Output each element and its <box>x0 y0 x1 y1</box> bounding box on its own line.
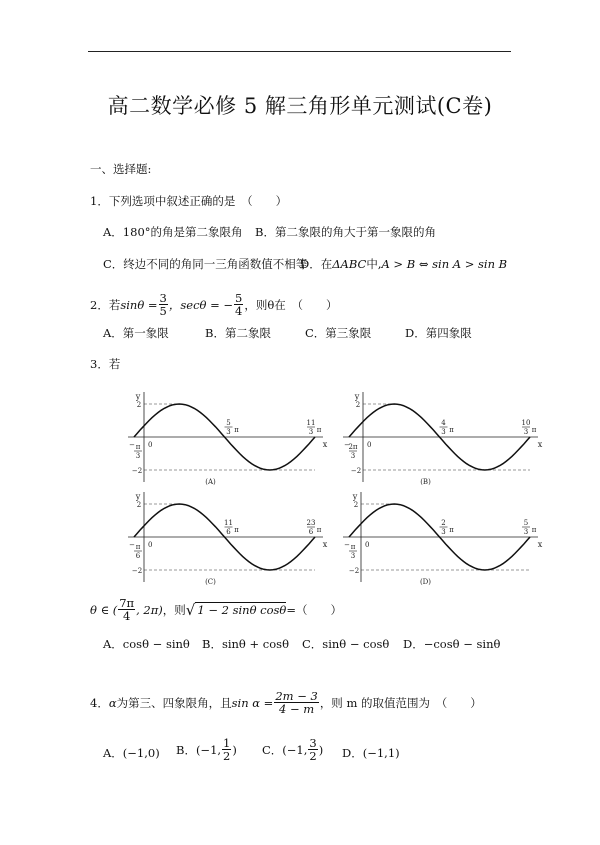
q4-b-num: 1 <box>223 736 231 750</box>
q3-option-c: C．sinθ − cosθ <box>302 637 390 651</box>
q2-sin-fraction <box>159 292 168 317</box>
q2-sec: ，secθ = − <box>168 297 234 312</box>
graph-2-left-sign: − <box>129 541 135 549</box>
graph-1-right-frac-den: 3 <box>523 428 529 436</box>
graph-3-x-label: x <box>537 540 543 549</box>
q4-num: 2m − 3 <box>275 689 318 703</box>
graph-1-ymax: 2 <box>355 401 361 409</box>
q3-option-b: B．sinθ + cosθ <box>202 637 289 651</box>
graph-0-x-label: x <box>322 440 328 449</box>
graph-1-label: (B) <box>420 478 431 486</box>
graph-2-label: (C) <box>205 578 216 586</box>
q4-option-c <box>262 737 323 762</box>
q2-option-d: D．第四象限 <box>405 326 472 340</box>
graph-0-right-frac-den: 3 <box>308 428 314 436</box>
graph-1-right-frac-num: 10 <box>521 419 531 427</box>
sqrt-sign: √ <box>185 600 196 619</box>
graph-2-y-label: y <box>135 492 141 501</box>
q4-prefix: 4． <box>90 695 109 710</box>
graph-2-x-label: x <box>322 540 328 549</box>
graphs-figure <box>128 392 543 592</box>
graph-2-right-pi: π <box>316 526 322 534</box>
q4-option-b <box>176 737 237 762</box>
graph-3-origin: 0 <box>365 541 370 549</box>
q2-tail: ，则θ在 （ ） <box>244 297 338 312</box>
q2-option-b: B．第二象限 <box>205 326 271 340</box>
graph-1-mid-frac-den: 3 <box>441 428 446 436</box>
graph-0-mid-pi: π <box>234 426 239 434</box>
graph-1-x-label: x <box>537 440 543 449</box>
graph-2-origin: 0 <box>148 541 153 549</box>
section-heading: 一、选择题: <box>90 162 152 176</box>
graph-1-origin: 0 <box>367 441 372 449</box>
q4-stem <box>90 690 482 715</box>
graph-2-ymin: −2 <box>131 567 143 575</box>
q3-then: ，则 <box>162 602 186 617</box>
graph-3-mid-frac-num: 2 <box>441 519 446 527</box>
graph-0-label: (A) <box>205 478 216 486</box>
graph-3-right-frac-num: 5 <box>523 519 529 527</box>
graph-0-right-pi: π <box>316 426 322 434</box>
graph-0-right-frac-num: 11 <box>306 419 316 427</box>
graph-0-left-frac-num: π <box>135 443 141 451</box>
q3-cond-fraction <box>118 597 135 622</box>
graph-1-left-frac-den: 3 <box>350 452 356 460</box>
graph-2-ymax: 2 <box>136 501 142 509</box>
q2-sin: sinθ = <box>120 297 158 312</box>
q3-option-d: D．−cosθ − sinθ <box>403 637 501 651</box>
q4-c-den: 2 <box>309 749 317 764</box>
q3-condition <box>90 597 342 622</box>
graph-2-left-frac-num: π <box>135 543 141 551</box>
q1-d-prefix: D．在 <box>300 257 333 271</box>
q1-option-c: C．终边不同的角同一三角函数值不相等 <box>103 257 308 271</box>
top-rule <box>88 51 511 52</box>
q3-radicand: 1 − 2 sinθ cosθ <box>197 603 287 618</box>
q2-sin-num: 3 <box>159 291 167 305</box>
q2-prefix: 2．若 <box>90 297 121 312</box>
graph-0-left-sign: − <box>129 441 135 449</box>
q2-sec-fraction <box>234 292 243 317</box>
q4-stem1: 为第三、四象限角，且 <box>116 695 232 710</box>
q2-sec-num: 5 <box>235 291 243 305</box>
q4-b-fraction <box>222 737 231 762</box>
graph-1-right-pi: π <box>531 426 537 434</box>
graph-0-ymax: 2 <box>136 401 142 409</box>
q4-fraction <box>274 690 319 715</box>
q4-b-pre: B．(−1, <box>176 742 222 757</box>
q3-graphs <box>128 392 543 592</box>
graph-3-mid-frac-den: 3 <box>441 528 446 536</box>
q4-b-post: ) <box>232 742 237 757</box>
q4-c-post: ) <box>318 742 324 757</box>
graph-0-mid-frac-den: 3 <box>226 428 231 436</box>
graph-1-ymin: −2 <box>350 467 362 475</box>
graph-0-mid-frac-num: 5 <box>226 419 231 427</box>
graph-0-ymin: −2 <box>131 467 143 475</box>
graph-1-mid-pi: π <box>449 426 454 434</box>
q4-c-num: 3 <box>309 736 317 750</box>
q1-d-math: A > B ⇔ sin A > sin B <box>381 257 508 271</box>
page-title: 高二数学必修 5 解三角形单元测试(C卷) <box>107 94 493 118</box>
q3-cond-post: , 2π) <box>136 602 163 617</box>
q2-option-a: A．第一象限 <box>103 326 169 340</box>
q1-option-a: A．180°的角是第二象限角 <box>103 225 243 239</box>
graph-1-left-sign: − <box>344 441 350 449</box>
graph-3-left-frac-den: 3 <box>350 552 356 560</box>
q4-c-fraction <box>308 737 317 762</box>
graph-0-left-frac-den: 3 <box>135 452 141 460</box>
q2-option-c: C．第三象限 <box>305 326 372 340</box>
q2-stem <box>90 292 338 317</box>
q1-d-triangle: ΔABC <box>332 257 367 271</box>
graph-1-y-label: y <box>354 392 360 401</box>
q1-option-d <box>300 256 507 272</box>
q3-stem: 3．若 <box>90 357 121 371</box>
q4-option-d: D．(−1,1) <box>342 746 400 760</box>
graph-3-ymin: −2 <box>348 567 360 575</box>
q4-den: 4 − m <box>278 702 315 717</box>
graph-2-right-frac-num: 23 <box>306 519 316 527</box>
graph-3-right-frac-den: 3 <box>523 528 529 536</box>
graph-3-left-frac-num: π <box>350 543 356 551</box>
q1-option-b: B．第二象限的角大于第一象限的角 <box>255 225 436 239</box>
q2-sec-den: 4 <box>235 304 243 319</box>
graph-3-mid-pi: π <box>449 526 454 534</box>
graph-2-mid-frac-den: 6 <box>226 528 231 536</box>
q3-cond-num: 7π <box>119 596 135 610</box>
q4-alpha: α <box>108 695 117 710</box>
q1-stem: 1．下列选项中叙述正确的是 （ ） <box>90 194 288 208</box>
q3-eq: =（ ） <box>286 602 342 617</box>
graph-2-mid-frac-num: 11 <box>224 519 233 527</box>
q4-sin: sin α = <box>231 695 274 710</box>
q4-b-den: 2 <box>223 749 231 764</box>
graph-3-label: (D) <box>419 578 432 586</box>
q2-sin-den: 5 <box>159 304 167 319</box>
graph-0-y-label: y <box>135 392 141 401</box>
graph-3-left-sign: − <box>344 541 350 549</box>
graph-2-right-frac-den: 6 <box>308 528 314 536</box>
graph-3-ymax: 2 <box>353 501 359 509</box>
graph-3-y-label: y <box>352 492 358 501</box>
graph-1-mid-frac-num: 4 <box>441 419 446 427</box>
q3-option-a: A．cosθ − sinθ <box>103 637 190 651</box>
q4-stem2: ，则 m 的取值范围为 （ ） <box>319 695 482 710</box>
q3-cond-den: 4 <box>123 609 131 624</box>
graph-1-left-frac-num: 2π <box>348 443 358 451</box>
graph-2-left-frac-den: 6 <box>135 552 141 560</box>
q3-cond-pre: θ ∈ ( <box>90 602 118 617</box>
q1-d-mid: 中, <box>366 257 382 271</box>
graph-3-right-pi: π <box>531 526 537 534</box>
q4-c-pre: C．(−1, <box>262 742 308 757</box>
graph-0-origin: 0 <box>148 441 153 449</box>
graph-2-mid-pi: π <box>234 526 239 534</box>
q4-option-a: A．(−1,0) <box>103 746 160 760</box>
